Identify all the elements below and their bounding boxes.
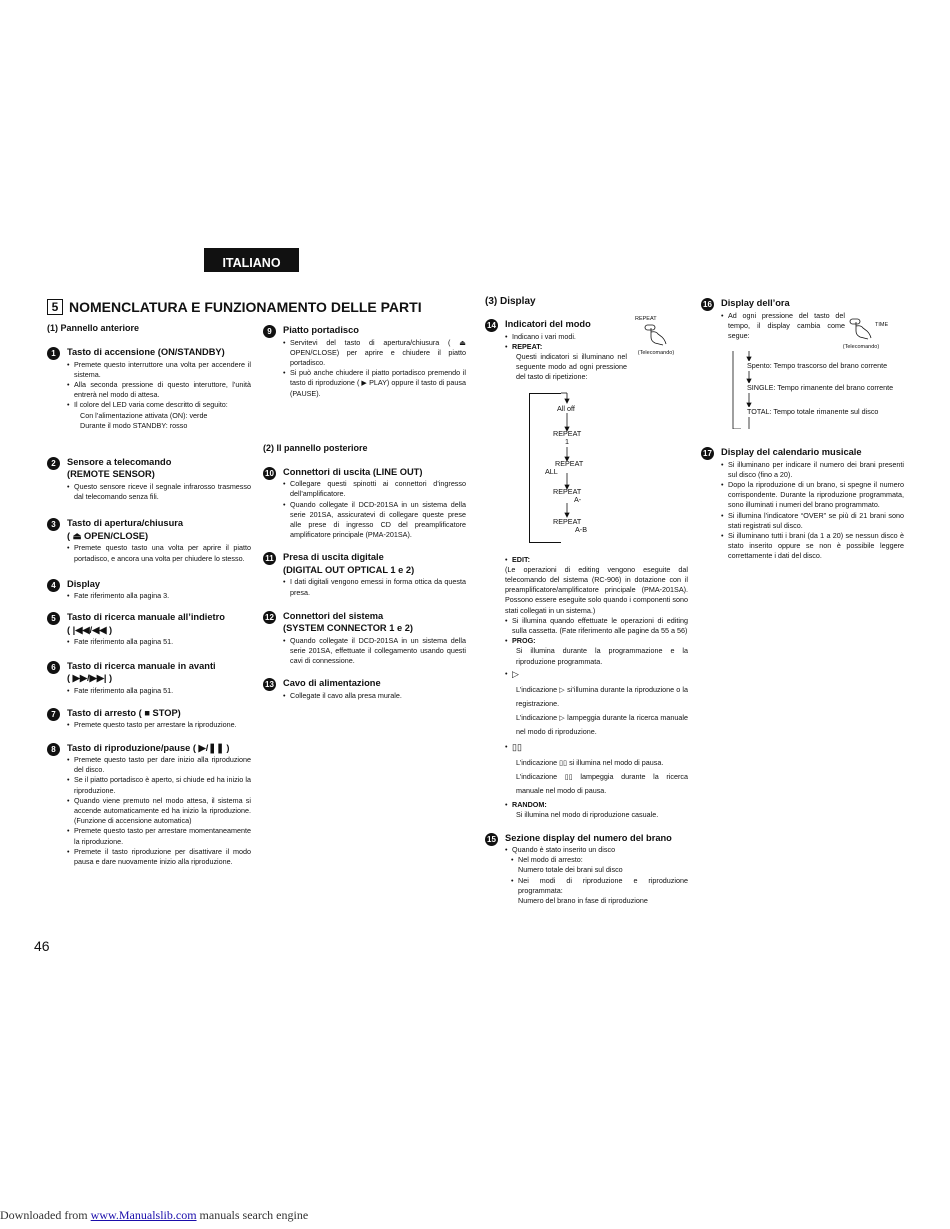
bullet [505, 742, 688, 753]
subheading-front-panel: (1) Pannello anteriore [47, 323, 140, 333]
item-9 [263, 325, 466, 399]
footer-suffix: manuals search engine [196, 1208, 309, 1222]
item-14 [485, 316, 688, 821]
item-15 [485, 833, 688, 907]
edit-description: (Le operazioni di editing vengono eseguite dal telecomando del sistema (RC-906) in dotazione con il preamplificatore/amplificatore principale (PMA-201SA). Possono essere eseguite solo quando i componenti sono stati collegati in un sistema.) [505, 564, 688, 615]
pause-line: L’indicazione ▯▯ si illumina nel modo di pausa. [516, 758, 664, 768]
column-time-display [701, 298, 904, 562]
bullet: • Premete questo tasto per arrestare momentaneamente la riproduzione. [67, 826, 251, 846]
flow-repeat-1: REPEAT [553, 428, 582, 438]
bullet: • Servitevi del tasto di apertura/chiusura ( ⏏ OPEN/CLOSE) per aprire e chiudere il piatto portadisco. [283, 338, 466, 369]
flow-repeat-a: REPEAT [553, 486, 582, 496]
manualslib-link[interactable]: www.Manualslib.com [90, 1208, 197, 1222]
bullet: • Ad ogni pressione del tasto del tempo, il display cambia come segue: [721, 311, 845, 342]
hand-pressing-icon [642, 324, 670, 346]
item-number-badge: 5 [47, 612, 60, 625]
item-number-badge: 12 [263, 611, 276, 624]
play-line: L’indicazione ▷ lampeggia durante la ricerca manuale nel modo di riproduzione. [516, 712, 688, 736]
item-title-sub: (REMOTE SENSOR) [67, 469, 155, 480]
remote-caption: (Telecomando) [637, 350, 675, 356]
bullet: • Alla seconda pressione di questo interuttore, l’unità entrerà nel modo di attesa. [67, 380, 251, 400]
item-number-badge: 7 [47, 708, 60, 721]
bullet [505, 342, 645, 352]
item-number-badge: 2 [47, 457, 60, 470]
item-number-badge: 9 [263, 325, 276, 338]
remote-button-label: TIME [875, 322, 889, 328]
page-number: 46 [34, 938, 50, 954]
item-title-sub: (SYSTEM CONNECTOR 1 e 2) [283, 623, 414, 634]
bullet: • Si illumina quando effettuate le operazioni di editing sulla cassetta. (Fate riferimento alle pagine da 55 a 56) [505, 616, 688, 636]
remote-button-label: REPEAT [635, 316, 657, 322]
bullet [505, 555, 688, 565]
item-title: Indicatori del modo [505, 319, 591, 329]
bullet: • Premete questo tasto per arrestare la riproduzione. [67, 720, 251, 730]
item-title: Display del calendario musicale [721, 447, 862, 458]
flow-repeat-a-sub: A- [574, 494, 582, 504]
item-number-badge: 10 [263, 467, 276, 480]
label-random: RANDOM: [512, 800, 547, 810]
column-rear-panel [263, 325, 466, 701]
bullet: • Collegate il cavo alla presa murale. [283, 691, 466, 701]
item-17 [701, 447, 904, 562]
item-1 [47, 347, 251, 431]
label-repeat: REPEAT: [512, 341, 543, 351]
section-number: 5 [47, 299, 63, 315]
prog-description: Si illumina durante la programmazione e la riproduzione programmata. [516, 646, 688, 666]
item-title: Tasto di apertura/chiusura [67, 518, 184, 529]
language-tab: ITALIANO [204, 248, 299, 272]
bullet [505, 636, 688, 646]
bullet: • Premete questo interruttore una volta per accendere il sistema. [67, 360, 251, 380]
column-front-panel [47, 323, 251, 867]
item-title: Display dell’ora [721, 298, 790, 308]
item-title-sub: ( ▶▶/▶▶| ) [67, 673, 113, 684]
pause-line: L’indicazione ▯▯ lampeggia durante la ricerca manuale nel modo di pausa. [516, 772, 688, 796]
sub-text: Numero del brano in fase di riproduzione [518, 896, 648, 906]
item-title: Tasto di arresto ( ■ STOP) [67, 707, 181, 718]
item-title: Tasto di ricerca manuale in avanti [67, 660, 216, 671]
item-7 [47, 708, 251, 731]
section-title [47, 299, 422, 315]
sequence-single: SINGLE: Tempo rimanente del brano corrente [747, 383, 894, 393]
item-12 [263, 611, 466, 667]
sub-bullet: • Nel modo di arresto: [511, 855, 688, 865]
bullet: • Questo sensore riceve il segnale infrarosso trasmesso dal telecomando senza fili. [67, 482, 251, 502]
item-2 [47, 457, 251, 502]
item-title: Tasto di accensione (ON/STANDBY) [67, 347, 225, 357]
pause-indicator-icon: ▯▯ [512, 741, 522, 752]
item-title: Connettori del sistema [283, 610, 384, 621]
bullet: • Il colore del LED varia come descritto di seguito: [67, 400, 251, 410]
item-number-badge: 1 [47, 347, 60, 360]
item-11 [263, 552, 466, 597]
hand-pressing-icon [847, 318, 875, 340]
item-number-badge: 4 [47, 579, 60, 592]
time-display-sequence [711, 351, 894, 429]
bullet: • I dati digitali vengono emessi in forma ottica da questa presa. [283, 577, 466, 597]
item-title-sub: ( |◀◀/◀◀ ) [67, 624, 113, 635]
item-5 [47, 612, 251, 647]
bullet: • Premete il tasto riproduzione per disattivare il modo pausa e dare nuovamente inizio alla riproduzione. [67, 847, 251, 867]
footer-prefix: Downloaded from [0, 1208, 91, 1222]
label-prog: PROG: [512, 636, 536, 646]
item-13 [263, 678, 466, 701]
item-number-badge: 8 [47, 743, 60, 756]
item-title: Sensore a telecomando [67, 456, 172, 467]
subheading-rear-panel: (2) Il pannello posteriore [263, 442, 368, 453]
bullet: • Dopo la riproduzione di un brano, si spegne il numero corrispondente. Durante la riproduzione programmata, sono illuminati i numeri del brano programmato. [721, 480, 904, 511]
bullet: • Si illumina l’indicatore “OVER” se più di 21 brani sono stati registrati sul disco. [721, 511, 904, 531]
item-10 [263, 467, 466, 541]
bullet: • Premete questo tasto per dare inizio alla riproduzione del disco. [67, 755, 251, 775]
item-6 [47, 661, 251, 696]
remote-caption: (Telecomando) [842, 344, 880, 350]
play-line: L’indicazione ▷ si’illumina durante la riproduzione o la registrazione. [516, 684, 688, 708]
item-title: Presa di uscita digitale [283, 552, 384, 563]
bullet: • Quando viene premuto nel modo attesa, il sistema si accende automaticamente ed ha inizio la riproduzione. (Funzione di accensione automatica) [67, 796, 251, 827]
item-title: Tasto di riproduzione/pause ( ▶/❚❚ ) [67, 742, 230, 753]
bullet: • Si illuminano per indicare il numero dei brani presenti sul disco (fino a 20). [721, 460, 904, 480]
item-title: Tasto di ricerca manuale all’indietro [67, 612, 225, 623]
item-title-sub: ( ⏏ OPEN/CLOSE) [67, 530, 149, 541]
item-number-badge: 3 [47, 518, 60, 531]
led-note-standby: Durante il modo STANDBY: rosso [80, 420, 188, 430]
item-title: Cavo di alimentazione [283, 678, 381, 689]
bullet: • Fate riferimento alla pagina 3. [67, 591, 251, 601]
item-number-badge: 13 [263, 678, 276, 691]
random-description: Si illumina nel modo di riproduzione casuale. [516, 810, 659, 820]
flow-repeat-all: REPEAT [555, 458, 584, 468]
item-number-badge: 6 [47, 661, 60, 674]
item-number-badge: 11 [263, 552, 276, 565]
item-16 [701, 298, 904, 350]
sub-text: Numero totale dei brani sul disco [518, 865, 623, 875]
sequence-total: TOTAL: Tempo totale rimanente sul disco [747, 407, 879, 417]
item-title-sub: (DIGITAL OUT OPTICAL 1 e 2) [283, 564, 415, 575]
flow-repeat-all-sub: ALL [545, 466, 558, 476]
subheading-display: (3) Display [485, 296, 536, 307]
label-edit: EDIT: [512, 554, 530, 564]
sub-bullet: • Nei modi di riproduzione e riproduzione programmata: [511, 876, 688, 896]
bullet: • Quando collegate il DCD-201SA in un sistema della serie 201SA, assicuratevi di collegare queste prese alle prese di ingresso CD del preamplificatore amplificatore principale (PMA-201SA). [283, 500, 466, 541]
led-note-on: Con l’alimentazione attivata (ON): verde [80, 410, 208, 420]
item-4 [47, 579, 251, 602]
bullet: • Indicano i vari modi. [505, 332, 645, 342]
column-display [485, 296, 688, 906]
item-title: Display [67, 578, 101, 589]
bullet [505, 800, 688, 810]
flow-repeat-ab-sub: A-B [575, 524, 587, 534]
item-title: Sezione display del numero del brano [505, 832, 672, 843]
bullet: • Si illuminano tutti i brani (da 1 a 20) se nessun disco è stato inserito oppure se non è possibile leggere correttamente i dati del disco. [721, 531, 904, 562]
item-number-badge: 17 [701, 447, 714, 460]
item-number-badge: 14 [485, 319, 498, 332]
repeat-cycle-diagram [529, 391, 633, 549]
item-8 [47, 743, 251, 868]
bullet: • Se il piatto portadisco è aperto, si chiude ed ha inizio la riproduzione. [67, 775, 251, 795]
section-title-text: NOMENCLATURA E FUNZIONAMENTO DELLE PARTI [69, 299, 422, 315]
item-3 [47, 518, 251, 563]
bullet: • Quando collegate il DCD-201SA in un sistema della serie 201SA, effettuate il collegamento usando questi cavi di connessione. [283, 636, 466, 667]
bullet: • Fate riferimento alla pagina 51. [67, 637, 251, 647]
bullet [505, 669, 688, 680]
bullet: • Quando è stato inserito un disco [505, 845, 688, 855]
item-title: Piatto portadisco [283, 325, 359, 335]
download-footer [0, 1208, 308, 1223]
item-title: Connettori di uscita (LINE OUT) [283, 466, 423, 477]
sequence-off: Spento: Tempo trascorso del brano corrente [747, 361, 888, 371]
bullet: • Premete questo tasto una volta per aprire il piatto portadisco, e ancora una volta per chiudere lo stesso. [67, 543, 251, 563]
flow-all-off: All off [557, 403, 575, 413]
item-number-badge: 16 [701, 298, 714, 311]
bullet: • Fate riferimento alla pagina 51. [67, 686, 251, 696]
flow-repeat-1-sub: 1 [565, 436, 569, 446]
play-indicator-icon: ▷ [512, 668, 519, 679]
flow-repeat-ab: REPEAT [553, 516, 582, 526]
bullet: • Si può anche chiudere il piatto portadisco premendo il tasto di riproduzione ( ▶ PLAY) oppure il tasto di pausa (PAUSE). [283, 368, 466, 399]
item-number-badge: 15 [485, 833, 498, 846]
repeat-description: Questi indicatori si illuminano nel seguente modo ad ogni pressione del tasto di ripetizione: [516, 351, 627, 382]
bullet: • Collegare questi spinotti ai connettori d’ingresso dell’amplificatore. [283, 479, 466, 499]
